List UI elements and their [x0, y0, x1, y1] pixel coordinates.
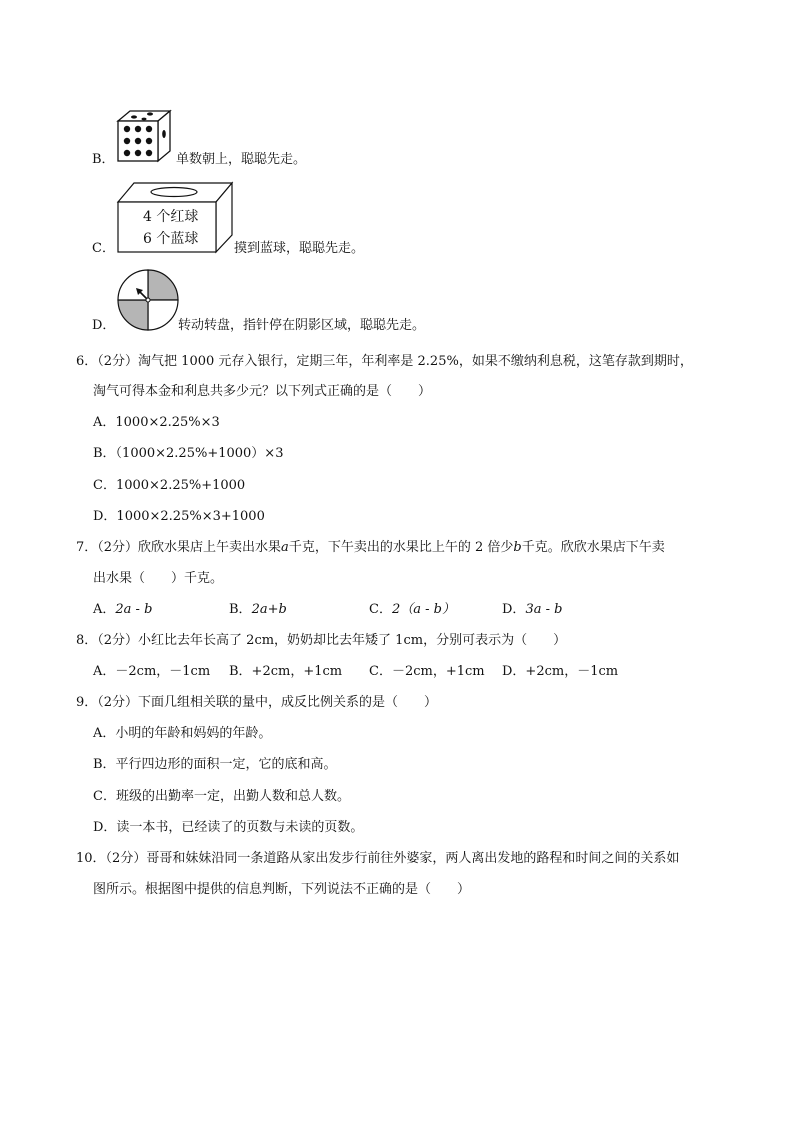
q5-option-c-letter: C．: [92, 241, 115, 256]
q7-option-a: [93, 602, 152, 618]
q7-option-c-expr: 2（a - b）: [391, 602, 455, 617]
q6-option-b: B．（1000×2.25%+1000）×3: [93, 446, 284, 461]
q7-option-a-letter: A．: [93, 602, 116, 617]
box-label-blue: 6 个蓝球: [143, 231, 199, 247]
q7-option-a-expr: 2a - b: [115, 602, 153, 617]
q9-option-c: C．班级的出勤率一定，出勤人数和总人数。: [93, 789, 350, 804]
q6-option-a: A．1000×2.25%×3: [93, 415, 220, 430]
q8-option-a: A．－2cm，－1cm: [93, 664, 211, 679]
q7-option-d-letter: D．: [502, 602, 526, 617]
q6-stem-line1: 6．（2分）淘气把 1000 元存入银行，定期三年，年利率是 2.25%，如果不缴纳利息税，这笔存款到期时，: [76, 354, 693, 369]
q8-option-d: D．+2cm，－1cm: [502, 664, 619, 679]
q5-option-b: [92, 152, 115, 168]
q10-stem-line1: 10．（2分）哥哥和妹妹沿同一条道路从家出发步行前往外婆家，两人离出发地的路程和时间之间的关系如: [76, 851, 680, 866]
q7-var-b: b: [513, 540, 522, 555]
dice-figure: [114, 108, 176, 164]
box-label-red: 4 个红球: [143, 209, 199, 225]
q10-stem-line2: 图所示。根据图中提供的信息判断，下列说法不正确的是（ ）: [93, 882, 471, 897]
q8-stem: 8．（2分）小红比去年长高了 2cm，奶奶却比去年矮了 1cm，分别可表示为（ ）: [76, 633, 567, 648]
q8-option-c: C．－2cm，+1cm: [369, 664, 485, 679]
q5-option-c-text: 摸到蓝球，聪聪先走。: [234, 241, 365, 256]
q9-stem: 9．（2分）下面几组相关联的量中，成反比例关系的是（ ）: [76, 695, 438, 710]
q5-option-d: [92, 318, 115, 334]
q5-option-d-text: 转动转盘，指针停在阴影区域，聪聪先走。: [178, 318, 426, 333]
q6-option-d: D．1000×2.25%×3+1000: [93, 509, 265, 524]
q5-option-b-letter: B．: [92, 152, 115, 167]
q9-option-b: B．平行四边形的面积一定，它的底和高。: [93, 757, 337, 772]
q7-option-b-expr: 2a+b: [251, 602, 287, 617]
q7-option-c-letter: C．: [369, 602, 392, 617]
q7-option-d-expr: 3a - b: [525, 602, 563, 617]
q6-stem-line2: 淘气可得本金和利息共多少元？以下列式正确的是（ ）: [93, 384, 432, 399]
q7-stem-line1: [76, 540, 665, 556]
q7-stem-line2: 出水果（ ）千克。: [93, 571, 224, 586]
q7-option-c: [369, 602, 455, 618]
q7-option-b: [229, 602, 287, 618]
q7-option-d: [502, 602, 562, 618]
q7-stem-part-c: 千克。欣欣水果店下午卖: [521, 540, 665, 555]
q5-option-b-text: 单数朝上，聪聪先走。: [176, 152, 307, 167]
spinner-figure: [116, 268, 180, 332]
q9-option-a: A．小明的年龄和妈妈的年龄。: [93, 726, 272, 741]
q6-option-c: C．1000×2.25%+1000: [93, 478, 246, 493]
q8-option-b: B．+2cm，+1cm: [229, 664, 343, 679]
q7-stem-part-a: 7．（2分）欣欣水果店上午卖出水果: [76, 540, 282, 555]
q9-option-d: D．读一本书，已经读了的页数与未读的页数。: [93, 820, 364, 835]
q5-option-c: [92, 241, 115, 257]
q7-var-a: a: [281, 540, 289, 555]
q7-option-b-letter: B．: [229, 602, 252, 617]
q7-stem-part-b: 千克，下午卖出的水果比上午的 2 倍少: [288, 540, 514, 555]
q5-option-d-letter: D．: [92, 318, 116, 333]
